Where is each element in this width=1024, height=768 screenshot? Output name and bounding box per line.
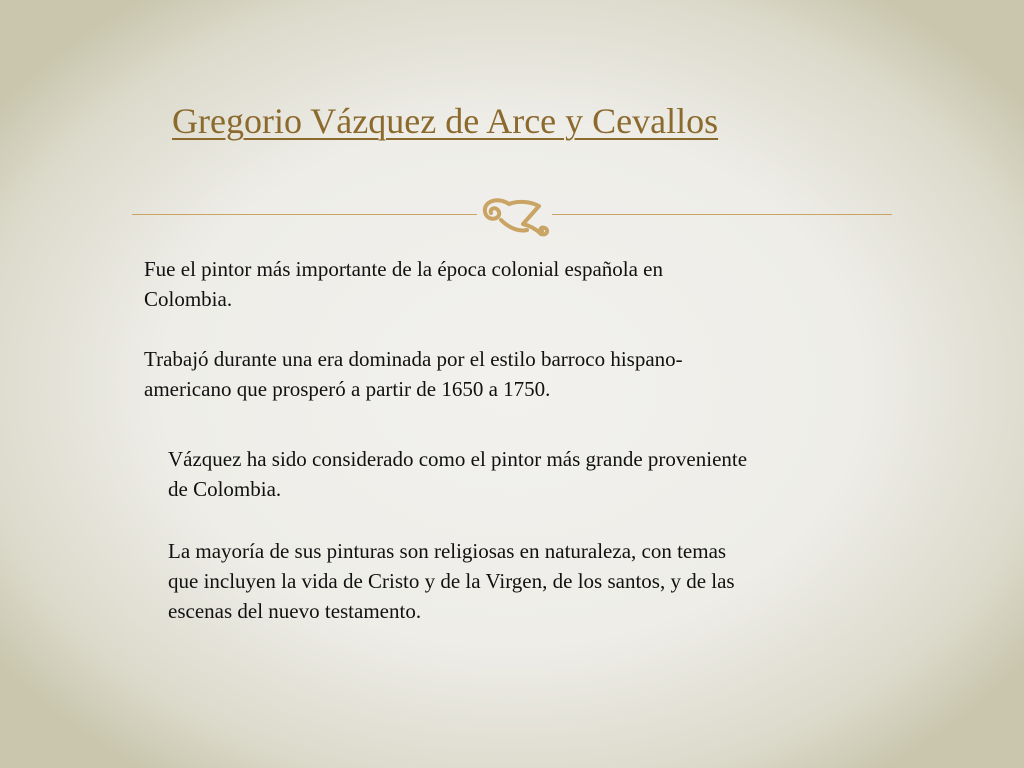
paragraph-line: de Colombia. <box>168 477 282 501</box>
slide-title: Gregorio Vázquez de Arce y Cevallos <box>172 101 719 141</box>
divider-line-left <box>132 214 477 215</box>
paragraph-line: que incluyen la vida de Cristo y de la Virgen, de los santos, y de las <box>168 569 735 593</box>
paragraph-4 <box>168 536 968 626</box>
paragraph-line: Vázquez ha sido considerado como el pintor más grande proveniente <box>168 447 748 471</box>
paragraph-2 <box>144 344 884 404</box>
paragraph-line: Trabajó durante una era dominada por el estilo barroco hispano- <box>144 347 683 371</box>
paragraph-line: Colombia. <box>144 287 233 311</box>
paragraph-3 <box>168 444 968 504</box>
paragraph-line: americano que prosperó a partir de 1650 a 1750. <box>144 377 551 401</box>
paragraph-1 <box>144 254 884 314</box>
paragraph-line: escenas del nuevo testamento. <box>168 599 422 623</box>
title-divider <box>132 190 892 240</box>
scroll-flourish-icon <box>479 190 551 240</box>
divider-line-right <box>552 214 892 215</box>
paragraph-line: Fue el pintor más importante de la época colonial española en <box>144 257 663 281</box>
paragraph-line: La mayoría de sus pinturas son religiosas en naturaleza, con temas <box>168 539 727 563</box>
